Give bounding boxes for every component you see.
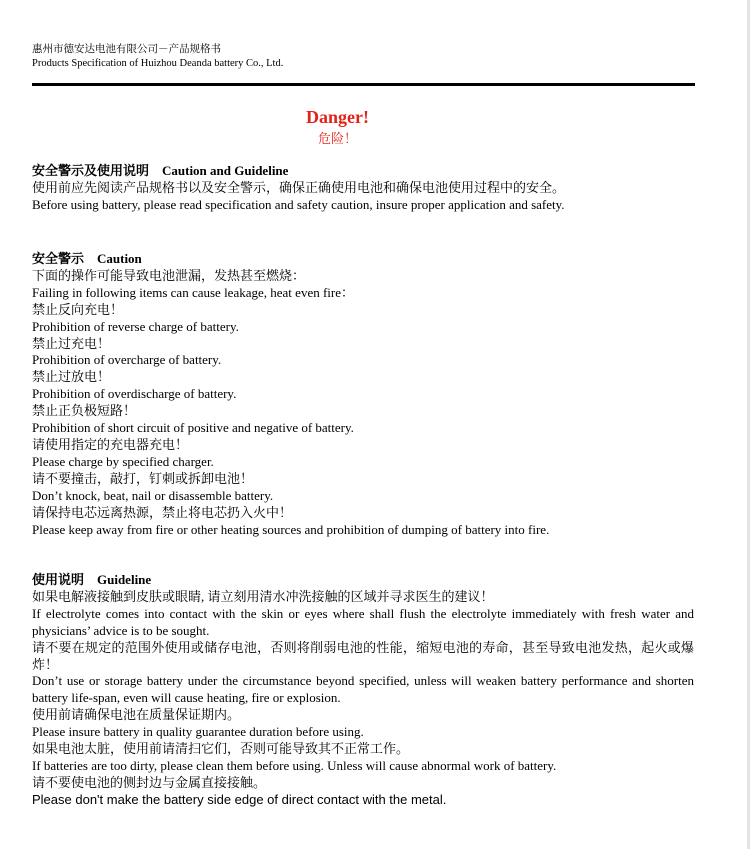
- company-name-en: Products Specification of Huizhou Deanda battery Co., Ltd.: [32, 58, 284, 69]
- paragraph-line: 使用前应先阅读产品规格书以及安全警示，确保正确使用电池和确保电池使用过程中的安全。: [32, 179, 566, 195]
- caution-item-en: Prohibition of reverse charge of battery.: [32, 318, 239, 334]
- section-heading: 使用说明 Guideline: [32, 572, 152, 587]
- caution-item-en: Please charge by specified charger.: [32, 453, 214, 469]
- caution-item-en: Prohibition of overdischarge of battery.: [32, 386, 237, 402]
- guideline-item-cn: 如果电解液接触到皮肤或眼睛, 请立刻用清水冲洗接触的区域并寻求医生的建议！: [32, 588, 494, 604]
- header-divider: [32, 83, 695, 86]
- guideline-item-en: If electrolyte comes into contact with the skin or eyes where shall flush the electrolyte immediately with fresh water and physicians’ advice is to be sought.: [32, 605, 694, 638]
- caution-item-cn: 请使用指定的充电器充电！: [32, 436, 189, 452]
- guideline-item-en: If batteries are too dirty, please clean them before using. Unless will cause abnormal work of battery.: [32, 757, 557, 773]
- section-heading: 安全警示及使用说明 Caution and Guideline: [32, 163, 289, 178]
- caution-item-cn: 请保持电芯远离热源，禁止将电芯扔入火中！: [32, 504, 293, 520]
- caution-intro-en: Failing in following items can cause leakage, heat even fire：: [32, 284, 354, 300]
- caution-item-cn: 禁止正负极短路！: [32, 403, 137, 419]
- caution-item-cn: 请不要撞击，敲打，钉刺或拆卸电池！: [32, 470, 254, 486]
- caution-item-cn: 禁止反向充电！: [32, 301, 124, 317]
- caution-intro-cn: 下面的操作可能导致电池泄漏，发热甚至燃烧：: [32, 267, 306, 283]
- company-name-cn: 惠州市德安达电池有限公司－产品规格书: [32, 44, 221, 55]
- caution-item-en: Please keep away from fire or other heating sources and prohibition of dumping of battery into fire.: [32, 521, 550, 537]
- caution-item-en: Don’t knock, beat, nail or disassemble battery.: [32, 487, 274, 503]
- caution-item-cn: 禁止过充电！: [32, 335, 111, 351]
- caution-item-en: Prohibition of short circuit of positive and negative of battery.: [32, 420, 354, 436]
- guideline-item-cn: 使用前请确保电池在质量保证期内。: [32, 707, 241, 723]
- guideline-item-en: Please insure battery in quality guarantee duration before using.: [32, 724, 364, 740]
- caution-item-en: Prohibition of overcharge of battery.: [32, 352, 222, 368]
- guideline-item-cn: 如果电池太脏，使用前请清扫它们，否则可能导致其不正常工作。: [32, 741, 410, 757]
- danger-title: Danger!: [306, 107, 369, 127]
- guideline-item-en: Please don't make the battery side edge of direct contact with the metal.: [32, 791, 447, 807]
- caution-and-guideline-section: [32, 163, 694, 214]
- guideline-item-cn: 请不要使电池的侧封边与金属直接接触。: [32, 774, 267, 790]
- caution-section: [32, 251, 694, 538]
- guideline-item-en: Don’t use or storage battery under the circumstance beyond specified, unless will weaken battery performance and shorten battery life-span, even will cause heating, fire or explosion.: [32, 673, 694, 706]
- paragraph-line: Before using battery, please read specification and safety caution, insure proper application and safety.: [32, 196, 565, 212]
- document-header: [32, 43, 283, 71]
- danger-title-cn: 危险！: [317, 131, 357, 146]
- guideline-section: [32, 572, 694, 809]
- caution-item-cn: 禁止过放电！: [32, 369, 111, 385]
- section-heading: 安全警示 Caution: [32, 251, 142, 266]
- guideline-item-cn: 请不要在规定的范围外使用或储存电池，否则将削弱电池的性能，缩短电池的寿命，甚至导致电池发热，起火或爆炸！: [32, 639, 694, 672]
